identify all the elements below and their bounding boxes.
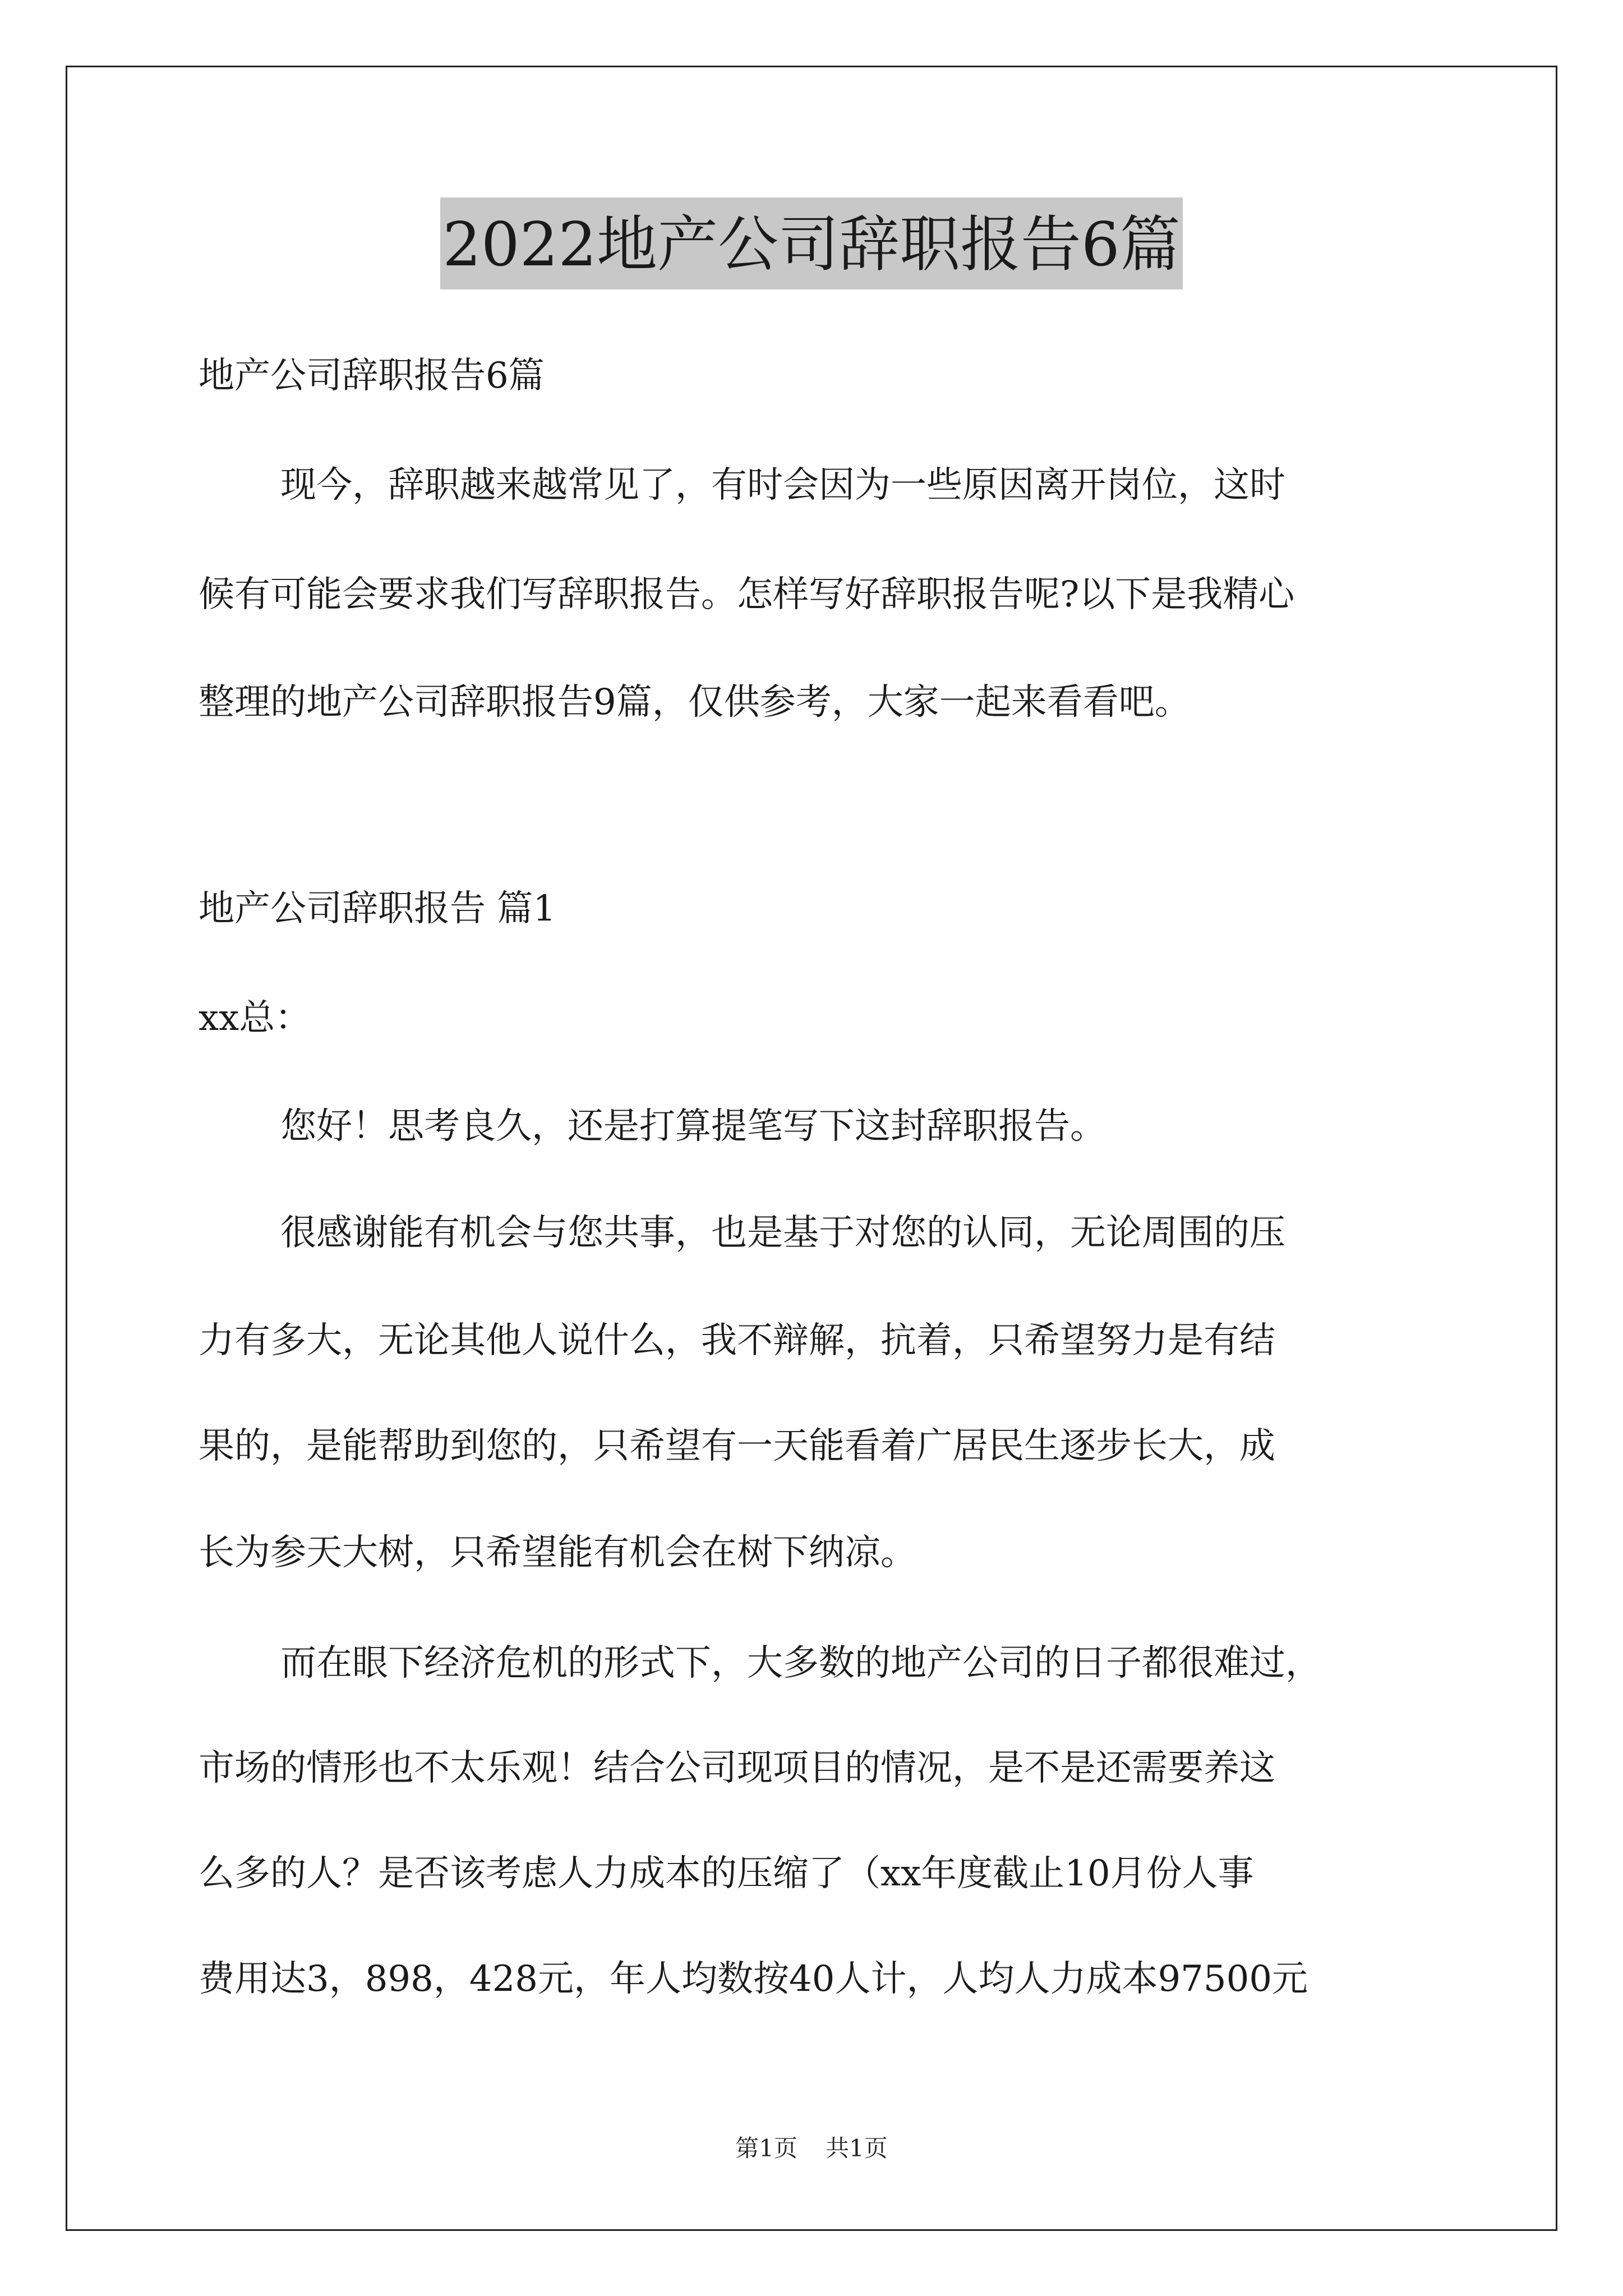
paragraph-line: 现今，辞职越来越常见了，有时会因为一些原因离开岗位，这时 bbox=[280, 464, 1285, 506]
paragraph-line: 力有多大，无论其他人说什么，我不辩解，抗着，只希望努力是有结 bbox=[199, 1320, 1275, 1361]
page-total: 共1页 bbox=[826, 2134, 888, 2162]
paragraph-line: 长为参天大树，只希望能有机会在树下纳凉。 bbox=[199, 1532, 916, 1573]
page-footer bbox=[0, 2132, 1623, 2165]
paragraph-line: 候有可能会要求我们写辞职报告。怎样写好辞职报告呢?以下是我精心 bbox=[199, 574, 1295, 615]
document-title: 2022地产公司辞职报告6篇 bbox=[440, 197, 1183, 289]
salutation: xx总： bbox=[199, 997, 311, 1039]
paragraph-line: 而在眼下经济危机的形式下，大多数的地产公司的日子都很难过， bbox=[280, 1642, 1321, 1684]
paragraph-line: 么多的人？是否该考虑人力成本的压缩了（xx年度截止10月份人事 bbox=[199, 1853, 1254, 1894]
section-heading: 地产公司辞职报告 篇1 bbox=[199, 888, 556, 930]
paragraph-line: 费用达3，898，428元，年人均数按40人计，人均人力成本97500元 bbox=[199, 1958, 1308, 2000]
paragraph-line: 很感谢能有机会与您共事，也是基于对您的认同，无论周围的压 bbox=[280, 1212, 1285, 1254]
subtitle-line: 地产公司辞职报告6篇 bbox=[199, 355, 545, 397]
paragraph-line: 整理的地产公司辞职报告9篇，仅供参考，大家一起来看看吧。 bbox=[199, 682, 1191, 723]
title-block bbox=[0, 197, 1623, 289]
paragraph-line: 您好！思考良久，还是打算提笔写下这封辞职报告。 bbox=[280, 1106, 1106, 1147]
page-number: 第1页 bbox=[735, 2134, 797, 2162]
paragraph-line: 市场的情形也不太乐观！结合公司现项目的情况，是不是还需要养这 bbox=[199, 1747, 1275, 1789]
paragraph-line: 果的，是能帮助到您的，只希望有一天能看着广居民生逐步长大，成 bbox=[199, 1425, 1275, 1467]
